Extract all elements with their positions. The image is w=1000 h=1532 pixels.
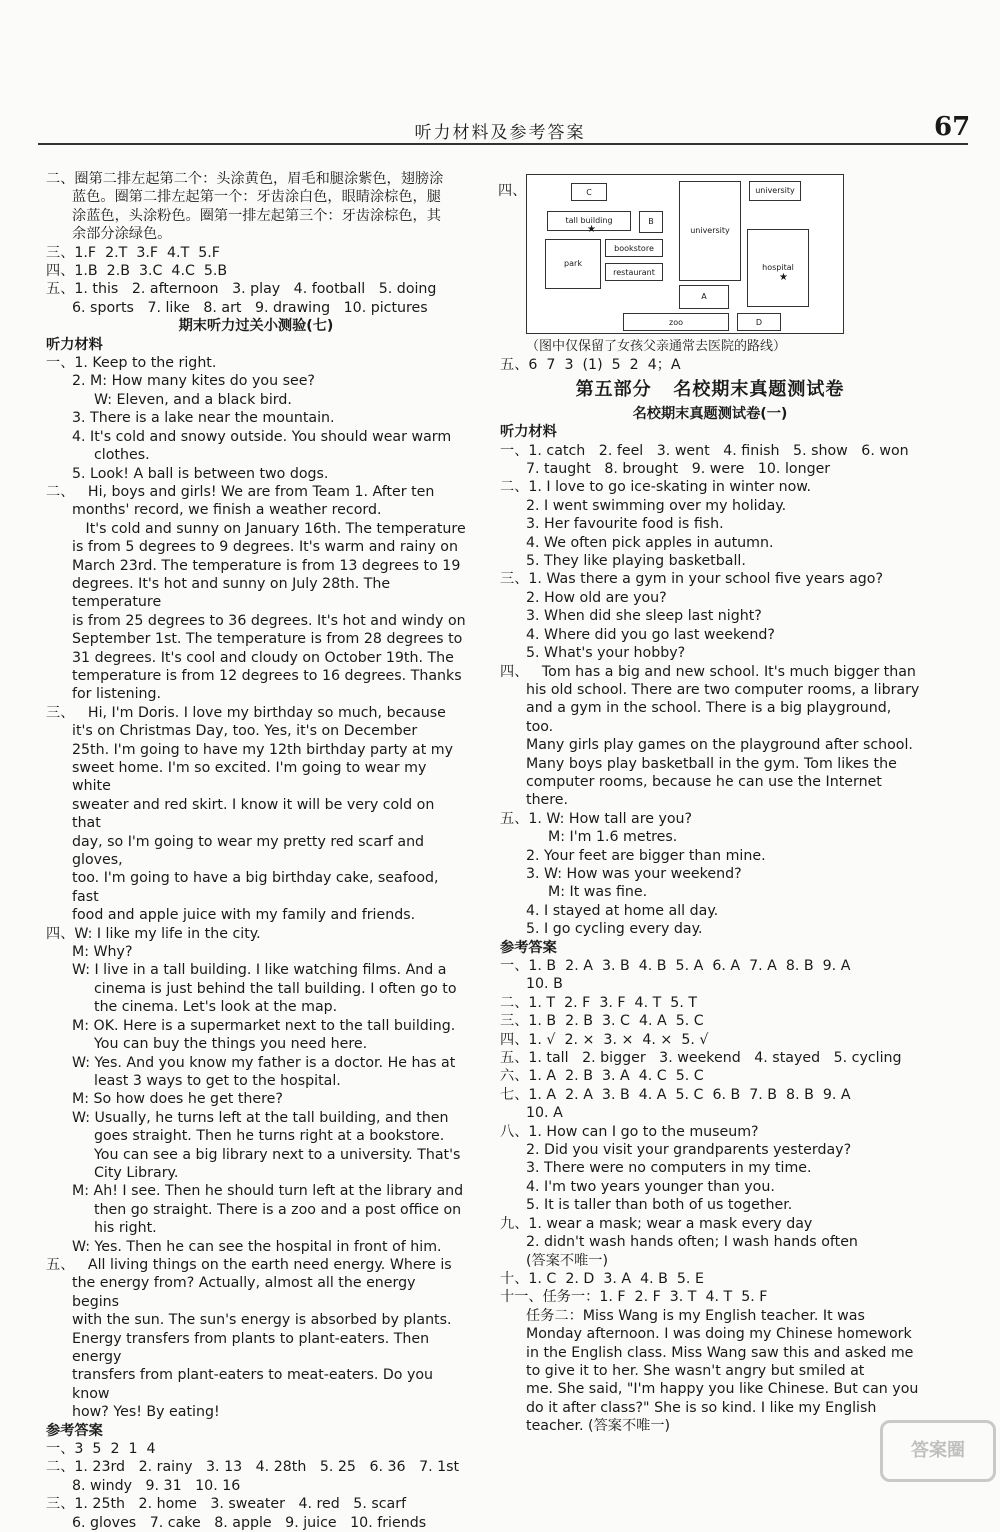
page-number: 67: [934, 112, 971, 142]
right-line: 10. A: [526, 1105, 563, 1122]
right-line: 十一、任务一：1. F 2. F 3. T 4. T 5. F: [500, 1289, 768, 1306]
left-line: W: I live in a tall building. I like watching films. And a: [72, 962, 447, 979]
right-line: 二、1. I love to go ice-skating in winter now.: [500, 479, 812, 496]
right-line: 3. There were no computers in my time.: [526, 1160, 812, 1177]
right-line: 名校期末真题测试卷(一): [632, 405, 788, 422]
hospital-star-icon: ★: [779, 272, 788, 283]
right-line: 5. They like playing basketball.: [526, 553, 746, 570]
map-caption: （图中仅保留了女孩父亲通常去医院的路线）: [526, 339, 787, 354]
right-line: 5. I go cycling every day.: [526, 921, 703, 938]
right-line: 2. didn't wash hands often; I wash hands often: [526, 1234, 858, 1251]
right-line: 4. I'm two years younger than you.: [526, 1178, 775, 1195]
left-line: how? Yes! By eating!: [72, 1404, 220, 1421]
right-line: 任务二：Miss Wang is my English teacher. It was: [526, 1307, 865, 1324]
left-line: Energy transfers from plants to plant-eaters. Then energy: [72, 1330, 434, 1365]
left-line: months' record, we finish a weather record.: [72, 502, 382, 519]
left-line: the cinema. Let's look at the map.: [94, 999, 338, 1016]
right-line: do it after class?" She is so kind. I like my English: [526, 1399, 877, 1416]
left-line: 5. Look! A ball is between two dogs.: [72, 465, 329, 482]
right-column: [500, 170, 920, 1436]
left-line: then go straight. There is a zoo and a post office on: [94, 1201, 462, 1218]
left-line: 25th. I'm going to have my 12th birthday party at my: [72, 741, 454, 758]
map-place-park: park: [545, 239, 601, 289]
map-place-zoo: zoo: [623, 313, 729, 331]
route-map: [526, 174, 844, 334]
left-line: M: So how does he get there?: [72, 1091, 283, 1108]
map-place-university-top: university: [749, 181, 801, 201]
right-line: 3. W: How was your weekend?: [526, 865, 742, 882]
left-line: It's cold and sunny on January 16th. The temperature: [72, 520, 466, 537]
left-line: 蓝色。圈第二排左起第一个：牙齿涂白色，眼睛涂棕色，腿: [72, 189, 441, 206]
right-line: 4. We often pick apples in autumn.: [526, 534, 774, 551]
left-line: 三、1. 25th 2. home 3. sweater 4. red 5. scarf: [46, 1496, 407, 1513]
right-line: 三、1. Was there a gym in your school five years ago?: [500, 571, 883, 588]
right-line: 参考答案: [500, 939, 557, 956]
map-place-tall-building: tall building: [547, 211, 631, 231]
left-line: sweater and red skirt. I know it will be very cold on that: [72, 796, 439, 832]
right-line: 4. Where did you go last weekend?: [526, 626, 775, 643]
right-line: me. She said, "I'm happy you like Chinese. But can you: [526, 1381, 919, 1398]
left-line: 三、1.F 2.T 3.F 4.T 5.F: [46, 244, 220, 261]
map-place-c: C: [571, 183, 607, 201]
left-line: sweet home. I'm so excited. I'm going to wear my white: [72, 760, 431, 795]
map-section-label: 四、: [498, 183, 527, 199]
right-line: 五、6 7 3 (1) 5 2 4；A: [500, 357, 681, 374]
right-line: 3. When did she sleep last night?: [526, 608, 762, 625]
right-line: 2. Did you visit your grandparents yesterday?: [526, 1142, 852, 1159]
left-line: day, so I'm going to wear my pretty red scarf and gloves,: [72, 833, 429, 869]
left-line: 四、W: I like my life in the city.: [46, 925, 261, 942]
left-line: degrees. It's hot and sunny on July 28th. The temperature: [72, 575, 395, 611]
left-line: 31 degrees. It's cool and cloudy on October 19th. The: [72, 649, 454, 666]
left-line: March 23rd. The temperature is from 13 degrees to 19: [72, 557, 461, 574]
map-place-bookstore: bookstore: [605, 239, 663, 257]
left-line: 6. gloves 7. cake 8. apple 9. juice 10. friends: [72, 1514, 427, 1531]
left-line: for listening.: [72, 686, 162, 703]
right-line: 四、1. √ 2. × 3. × 4. × 5. √: [500, 1031, 709, 1048]
left-line: 涂蓝色，头涂粉色。圈第一排左起第三个：牙齿涂棕色，其: [72, 207, 441, 224]
left-line: W: Yes. And you know my father is a doctor. He has at: [72, 1054, 456, 1071]
right-line: 4. I stayed at home all day.: [526, 902, 719, 919]
left-line: 二、圈第二排左起第二个：头涂黄色，眉毛和腿涂紫色，翅膀涂: [46, 171, 444, 187]
right-line: Many girls play games on the playground after school.: [526, 737, 913, 754]
right-line: 六、1. A 2. B 3. A 4. C 5. C: [500, 1068, 704, 1085]
left-line: 听力材料: [46, 336, 103, 353]
left-line: You can buy the things you need here.: [94, 1036, 368, 1053]
left-line: too. I'm going to have a big birthday cake, seafood, fast: [72, 870, 444, 905]
left-line: M: OK. Here is a supermarket next to the tall building.: [72, 1017, 456, 1034]
right-line: Many boys play basketball in the gym. Tom likes the: [526, 755, 897, 772]
left-line: 一、3 5 2 1 4: [46, 1441, 156, 1458]
left-line: 二、1. 23rd 2. rainy 3. 13 4. 28th 5. 25 6. 36 7. 1st: [46, 1459, 460, 1476]
map-place-hospital: hospital: [747, 229, 809, 307]
left-line: You can see a big library next to a university. That's: [94, 1146, 461, 1163]
left-line: 四、1.B 2.B 3.C 4.C 5.B: [46, 263, 228, 280]
left-line: goes straight. Then he turns right at a bookstore.: [94, 1128, 445, 1145]
header-rule: [38, 143, 968, 145]
right-line: 3. Her favourite food is fish.: [526, 516, 724, 533]
right-line: 7. taught 8. brought 9. were 10. longer: [526, 461, 831, 478]
right-line: teacher. (答案不唯一): [526, 1418, 671, 1435]
right-line: to give it to her. She wasn't angry but smiled at: [526, 1362, 865, 1379]
left-line: 4. It's cold and snowy outside. You should wear warm: [72, 428, 452, 445]
left-line: clothes.: [94, 447, 150, 464]
right-line: 听力材料: [500, 424, 557, 441]
left-line: 2. M: How many kites do you see?: [72, 373, 315, 390]
left-line: 参考答案: [46, 1422, 103, 1439]
left-line: 期末听力过关小测验(七): [178, 318, 334, 335]
left-line: 余部分涂绿色。: [72, 226, 172, 243]
right-line: 2. How old are you?: [526, 589, 667, 606]
right-line: 一、1. catch 2. feel 3. went 4. finish 5. show 6. won: [500, 442, 909, 459]
left-line: City Library.: [94, 1164, 179, 1181]
right-line: 五、1. W: How tall are you?: [500, 810, 693, 827]
right-line: computer rooms, because he can use the Internet there.: [526, 773, 887, 809]
right-line: 九、1. wear a mask; wear a mask every day: [500, 1215, 813, 1232]
left-line: M: Ah! I see. Then he should turn left at the library and: [72, 1183, 464, 1200]
left-line: temperature is from 12 degrees to 16 degrees. Thanks: [72, 667, 462, 684]
map-place-restaurant: restaurant: [605, 263, 663, 281]
right-line: his old school. There are two computer rooms, a library: [526, 681, 920, 698]
left-line: food and apple juice with my family and friends.: [72, 907, 416, 924]
right-line: 七、1. A 2. A 3. B 4. A 5. C 6. B 7. B 8. B 9. A: [500, 1086, 851, 1103]
right-line: 一、1. B 2. A 3. B 4. B 5. A 6. A 7. A 8. B 9. A: [500, 958, 851, 974]
left-line: 三、 Hi, I'm Doris. I love my birthday so much, because: [46, 704, 446, 721]
left-line: transfers from plant-eaters to meat-eaters. Do you know: [72, 1367, 438, 1402]
watermark-logo: 答案圈: [880, 1420, 996, 1482]
right-line: 2. Your feet are bigger than mine.: [526, 847, 766, 864]
map-place-a: A: [679, 285, 729, 309]
right-line: 2. I went swimming over my holiday.: [526, 497, 787, 514]
right-line: 5. It is taller than both of us together.: [526, 1197, 793, 1214]
right-line: 四、 Tom has a big and new school. It's much bigger than: [500, 663, 916, 680]
left-line: 8. windy 9. 31 10. 16: [72, 1477, 241, 1494]
left-line: it's on Christmas Day, too. Yes, it's on December: [72, 723, 418, 740]
right-line: in the English class. Miss Wang saw this and asked me: [526, 1344, 914, 1361]
right-line: M: It was fine.: [548, 884, 648, 901]
right-line: 第五部分 名校期末真题测试卷: [575, 378, 845, 400]
right-line: 五、1. tall 2. bigger 3. weekend 4. stayed 5. cycling: [500, 1050, 902, 1067]
right-line: M: I'm 1.6 metres.: [548, 829, 678, 846]
left-line: 五、1. this 2. afternoon 3. play 4. football 5. doing: [46, 281, 437, 298]
right-line: and a gym in the school. There is a big playground, too.: [526, 700, 896, 735]
left-line: 3. There is a lake near the mountain.: [72, 410, 335, 427]
left-line: W: Eleven, and a black bird.: [94, 391, 292, 408]
map-place-university: university: [679, 181, 741, 281]
running-header: 听力材料及参考答案: [414, 123, 586, 143]
left-line: with the sun. The sun's energy is absorbed by plants.: [72, 1312, 452, 1329]
left-line: is from 25 degrees to 36 degrees. It's hot and windy on: [72, 612, 466, 629]
right-line: 二、1. T 2. F 3. F 4. T 5. T: [500, 994, 698, 1011]
left-line: 6. sports 7. like 8. art 9. drawing 10. pictures: [72, 299, 428, 316]
left-line: W: Usually, he turns left at the tall building, and then: [72, 1109, 449, 1126]
right-line: 10. B: [526, 976, 563, 993]
left-line: M: Why?: [72, 944, 133, 961]
left-line: 一、1. Keep to the right.: [46, 355, 217, 372]
map-place-d: D: [737, 313, 781, 331]
left-line: September 1st. The temperature is from 28 degrees to: [72, 631, 463, 648]
left-line: the energy from? Actually, almost all the energy begins: [72, 1275, 421, 1310]
left-line: 二、 Hi, boys and girls! We are from Team 1. After ten: [46, 483, 435, 500]
right-line: 十、1. C 2. D 3. A 4. B 5. E: [500, 1270, 704, 1287]
right-text: [500, 356, 920, 1435]
right-line: 八、1. How can I go to the museum?: [500, 1123, 759, 1140]
left-column: [46, 170, 466, 1532]
left-line: 五、 All living things on the earth need energy. Where is: [46, 1256, 452, 1273]
left-line: is from 5 degrees to 9 degrees. It's warm and rainy on: [72, 539, 458, 556]
right-line: Monday afternoon. I was doing my Chinese homework: [526, 1326, 912, 1343]
left-line: his right.: [94, 1220, 157, 1237]
right-line: 5. What's your hobby?: [526, 645, 686, 662]
left-line: least 3 ways to get to the hospital.: [94, 1072, 341, 1089]
right-line: (答案不唯一): [526, 1252, 609, 1269]
left-line: cinema is just behind the tall building. I often go to: [94, 980, 457, 997]
map-place-b: B: [639, 211, 663, 233]
tall-building-star-icon: ★: [587, 224, 596, 235]
right-line: 三、1. B 2. B 3. C 4. A 5. C: [500, 1013, 704, 1030]
left-line: W: Yes. Then he can see the hospital in front of him.: [72, 1238, 442, 1255]
